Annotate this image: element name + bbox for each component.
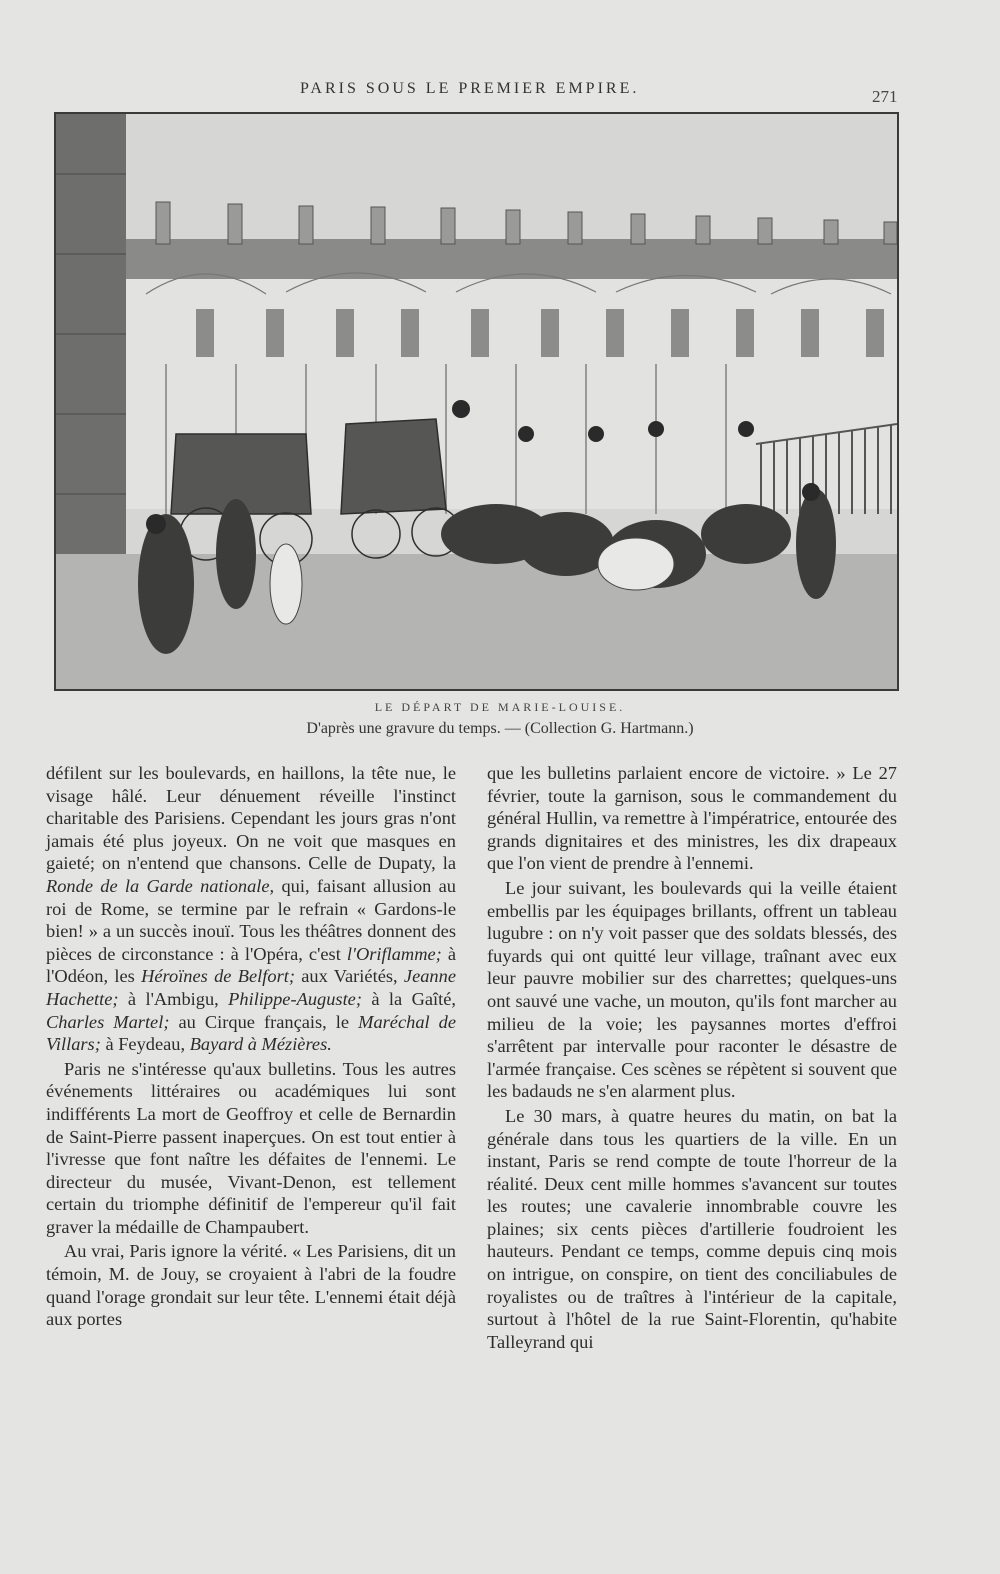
text-run: à l'Odéon, les bbox=[46, 943, 457, 987]
paragraph: Paris ne s'intéresse qu'aux bulletins. Tous les autres événements littéraires ou académiques lui sont indifférents La mort de Geoffroy et celle de Bernardin de Saint-Pierre passent inaperçues. On est tout entier à l'ivresse que font naître les défaites de l'ennemi. Le directeur du musée, Vivant-Denon, est tellement certain du triomphe définitif de l'empereur qu'il fait graver la médaille de Champaubert. bbox=[46, 1058, 456, 1237]
paragraph: Le jour suivant, les boulevards qui la veille étaient embellis par les équipages brillants, offrent un tableau lugubre : on n'y voit passer que des soldats blessés, des fuyards qui ont quitté leur village, traînant avec eux leur pauvre mobilier sur des charrettes; quelques-uns ont sauvé une vache, un mouton, qu'ils font marcher au milieu de la voie; les paysannes mortes d'effroi s'arrêtent par intervalle pour raconter le désastre de l'armée française. Ces scènes se répètent si souvent que les badauds ne s'en alarment plus. bbox=[487, 877, 897, 1102]
title-italic: Bayard à Mézières. bbox=[189, 1034, 332, 1055]
text-run: à Feydeau, bbox=[100, 1034, 190, 1055]
title-italic: Charles Martel; bbox=[46, 1011, 170, 1032]
caption-credit: D'après une gravure du temps. — (Collection G. Hartmann.) bbox=[306, 720, 694, 737]
engraving-illustration bbox=[54, 112, 899, 691]
running-title: PARIS SOUS LE PREMIER EMPIRE. bbox=[300, 80, 640, 97]
title-italic: Philippe-Auguste; bbox=[228, 988, 362, 1009]
title-italic: Maréchal de Villars; bbox=[46, 1011, 457, 1055]
text-run: aux Variétés, bbox=[294, 966, 404, 987]
right-text-column bbox=[487, 762, 897, 1353]
paragraph: Le 30 mars, à quatre heures du matin, on bat la générale dans tous les quartiers de la ville. En un instant, Paris se rend compte de toute l'horreur de la réalité. Deux cent mille hommes s'avancent sur toutes les routes; une cavalerie innombrable couvre les plaines; six cents pièces d'artillerie foudroient les hauteurs. Pendant ce temps, comme depuis cinq mois on intrigue, on conspire, on tient des conciliabules de royalistes ou de traîtres à l'intérieur de la capitale, surtout à l'hôtel de la rue Saint-Florentin, qu'habite Talleyrand qui bbox=[487, 1105, 897, 1352]
text-run: au Cirque français, le bbox=[169, 1011, 359, 1032]
text-run: défilent sur les boulevards, en haillons, la tête nue, le visage hâlé. Leur dénuement réveille l'instinct charitable des Parisiens. Cependant les jours gras n'ont jamais été plus joyeux. On ne voit que masques en gaieté; on n'entend que chansons. Celle de Dupaty, la bbox=[46, 763, 456, 874]
paragraph: que les bulletins parlaient encore de victoire. » Le 27 février, toute la garnison, sous le commandement du général Hullin, va remettre à l'impératrice, entourée des grands dignitaires et des ministres, les dix drapeaux que l'on vient de prendre à l'ennemi. bbox=[487, 763, 897, 874]
paragraph: Au vrai, Paris ignore la vérité. « Les Parisiens, dit un témoin, M. de Jouy, se croyaient à l'abri de la foudre quand l'orage grondait sur leur tête. L'ennemi était déjà aux portes bbox=[46, 1241, 456, 1330]
paragraph bbox=[46, 762, 456, 1056]
title-italic: l'Oriflamme; bbox=[346, 943, 442, 964]
text-run: à la Gaîté, bbox=[361, 988, 456, 1009]
page-number: 271 bbox=[872, 87, 898, 106]
text-run: qui, faisant allusion au roi de Rome, se termine par le refrain « Gardons-le bien! » a un succès inouï. Tous les théâtres donnent des pièces de circonstance : à l'Opéra, c'est bbox=[46, 875, 456, 964]
title-italic: Ronde de la Garde nationale, bbox=[46, 875, 275, 896]
text-run: à l'Ambigu, bbox=[118, 988, 229, 1009]
left-text-column bbox=[46, 762, 456, 1331]
title-italic: Héroïnes de Belfort; bbox=[141, 966, 295, 987]
title-italic: Jeanne Hachette; bbox=[46, 966, 456, 1009]
caption-title: LE DÉPART DE MARIE-LOUISE. bbox=[374, 700, 626, 714]
